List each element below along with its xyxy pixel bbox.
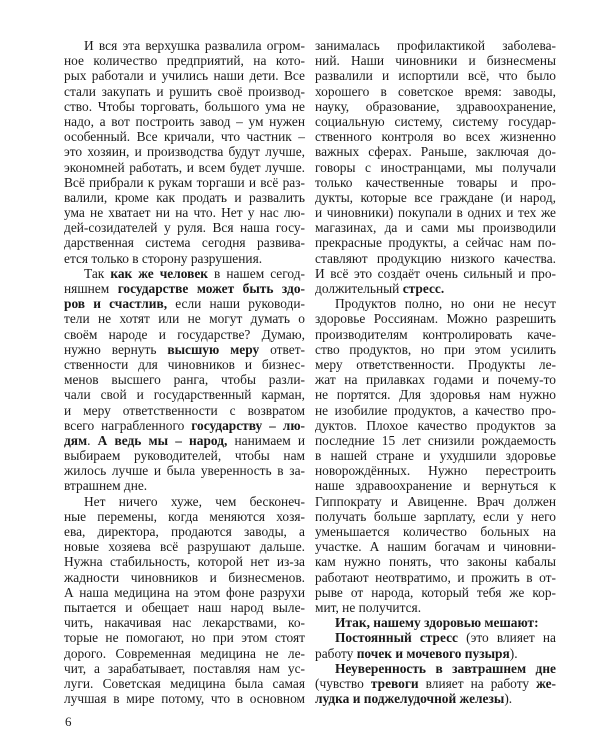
text-line bbox=[315, 387, 556, 402]
text-segment: хорошего в советское время: заводы, bbox=[315, 83, 556, 99]
bold-text: как же человек bbox=[110, 265, 208, 281]
text-line bbox=[64, 266, 305, 281]
text-segment: ное количество предприятий, на кото- bbox=[64, 53, 305, 69]
text-line bbox=[315, 600, 556, 615]
text-line bbox=[315, 691, 556, 706]
text-line bbox=[315, 478, 556, 493]
text-segment: участке. А нашим богачам и чиновни- bbox=[315, 539, 556, 555]
text-segment: не портятся. Для здоровья нам нужно bbox=[315, 387, 556, 403]
text-column-left bbox=[64, 38, 305, 706]
text-line bbox=[64, 509, 305, 524]
text-column-right bbox=[315, 38, 556, 706]
text-line bbox=[315, 266, 556, 281]
text-segment: А наша медицина на этом фоне разрухи bbox=[64, 584, 305, 600]
text-line bbox=[315, 539, 556, 554]
text-segment: ний. Наши чиновники и бизнесмены bbox=[315, 53, 556, 69]
text-line bbox=[64, 494, 305, 509]
text-segment: меру ответственности. Продукты ле- bbox=[315, 356, 556, 372]
text-segment: нанимаем и bbox=[227, 432, 305, 448]
text-line bbox=[315, 463, 556, 478]
text-line bbox=[64, 235, 305, 250]
text-segment: последние 15 лет снизили рождаемость bbox=[315, 432, 556, 448]
text-segment: дей-созидателей у руля. Вся наша госу- bbox=[64, 220, 305, 236]
text-segment: ство. Чтобы торговать, большого ума не bbox=[64, 98, 305, 114]
text-line bbox=[315, 630, 556, 645]
bold-text: Итак, нашему здоровью мешают: bbox=[335, 615, 539, 631]
text-line bbox=[64, 129, 305, 144]
text-line bbox=[64, 691, 305, 706]
text-segment: И всё это создаёт очень сильный и про- bbox=[315, 265, 556, 281]
text-segment: здоровье Россиянам. Можно разрешить bbox=[315, 311, 556, 327]
text-segment: и меру ответственности с возвратом bbox=[64, 402, 305, 418]
text-line bbox=[64, 585, 305, 600]
text-line bbox=[64, 296, 305, 311]
text-segment: ева, директора, продаются заводы, а bbox=[64, 524, 305, 539]
text-line bbox=[64, 342, 305, 357]
text-segment: (это влияет на bbox=[458, 630, 556, 646]
text-line bbox=[315, 190, 556, 205]
bold-text: стресс. bbox=[402, 281, 445, 296]
text-segment: кам нужно понять, что законы кабалы bbox=[315, 554, 556, 570]
page-number: 6 bbox=[65, 714, 72, 729]
text-segment: валили, кроме как продать и развалить bbox=[64, 189, 305, 205]
text-segment: новые хозяева всё разрушают дальше. bbox=[64, 539, 305, 555]
text-segment: наше здравоохранение и вернуться к bbox=[315, 478, 556, 494]
text-line bbox=[64, 418, 305, 433]
text-segment: если наши руководи- bbox=[167, 296, 305, 312]
text-line bbox=[315, 646, 556, 661]
text-line bbox=[315, 144, 556, 159]
text-line bbox=[64, 281, 305, 296]
text-segment: ство продуктов, но при этом усилить bbox=[315, 341, 556, 357]
text-segment: ответ- bbox=[259, 341, 306, 357]
text-segment: пытается и обещает наш народ выле- bbox=[64, 599, 305, 615]
text-segment: рых работали и учились наши дети. Все bbox=[64, 68, 305, 84]
text-segment: производителям контролировать каче- bbox=[315, 326, 556, 342]
text-segment: стали закупать и рушить своё производ- bbox=[64, 83, 305, 99]
text-segment: развалили и испортили всё, что было bbox=[315, 68, 556, 84]
text-segment: магазинах, да и сами мы производили bbox=[315, 220, 556, 236]
text-segment: (чувство bbox=[315, 675, 371, 691]
text-segment: мит, не получится. bbox=[315, 599, 422, 615]
text-line bbox=[64, 144, 305, 159]
text-segment: в нашей стране и ухудшили здоровье bbox=[315, 448, 556, 464]
bold-text: Неуверенность в завтрашнем дне bbox=[335, 660, 556, 676]
text-segment: социальную систему, систему государ- bbox=[315, 113, 556, 129]
bold-text: государстве может быть здо- bbox=[117, 281, 305, 296]
text-line bbox=[64, 630, 305, 645]
text-line bbox=[315, 448, 556, 463]
text-segment: своём народе и государстве? Думаю, bbox=[64, 326, 305, 342]
text-segment: дуктов. Плохое качество продуктов за bbox=[315, 417, 556, 433]
text-line bbox=[64, 448, 305, 463]
bold-text: ров и счастлив, bbox=[64, 296, 168, 312]
text-segment: особенный. Все кричали, что частник – bbox=[64, 129, 305, 145]
text-line bbox=[315, 68, 556, 83]
text-line bbox=[315, 175, 556, 190]
text-segment: . bbox=[87, 432, 98, 448]
text-line bbox=[315, 38, 556, 53]
text-segment: жадности чиновников и бизнесменов. bbox=[64, 569, 305, 585]
text-line bbox=[64, 372, 305, 387]
text-line bbox=[64, 539, 305, 554]
text-line bbox=[64, 387, 305, 402]
text-segment: всего награбленного bbox=[64, 417, 192, 433]
text-segment: ные перемены, когда меняются хозя- bbox=[64, 508, 305, 524]
text-line bbox=[64, 38, 305, 53]
text-segment: дарственная система сегодня развива- bbox=[64, 235, 305, 251]
text-segment: торые не помогают, но при этом стоят bbox=[64, 630, 305, 646]
text-line bbox=[315, 342, 556, 357]
bold-text: почек и мочевого пузыря bbox=[356, 645, 510, 661]
text-segment: Продуктов полно, но они не несут bbox=[335, 296, 556, 312]
text-line bbox=[315, 615, 556, 630]
text-segment: влияет на работу bbox=[418, 675, 537, 691]
text-segment: выбираем руководителей, чтобы нам bbox=[64, 448, 305, 464]
text-line bbox=[64, 114, 305, 129]
text-line bbox=[64, 220, 305, 235]
text-segment: только качественные товары и про- bbox=[315, 174, 556, 190]
text-line bbox=[64, 661, 305, 676]
text-line bbox=[315, 114, 556, 129]
text-line bbox=[64, 463, 305, 478]
text-line bbox=[315, 524, 556, 539]
text-segment: тели не хотят или не могут думать о bbox=[64, 311, 305, 327]
text-line bbox=[64, 403, 305, 418]
text-line bbox=[64, 99, 305, 114]
text-line bbox=[64, 478, 305, 493]
text-line bbox=[64, 84, 305, 99]
text-line bbox=[315, 494, 556, 509]
text-line bbox=[64, 327, 305, 342]
text-line bbox=[315, 129, 556, 144]
text-segment: ума не хватает ни на что. Нет у нас лю- bbox=[64, 205, 305, 221]
bold-text: Постоянный стресс bbox=[335, 630, 458, 646]
text-segment: И вся эта верхушка развалила огром- bbox=[84, 38, 305, 53]
text-segment: ). bbox=[509, 645, 518, 661]
text-segment: ставляют продукцию низкого качества. bbox=[315, 250, 556, 266]
text-line bbox=[315, 251, 556, 266]
text-segment: Нет ничего хуже, чем бесконеч- bbox=[84, 493, 305, 509]
text-line bbox=[64, 646, 305, 661]
text-line bbox=[315, 433, 556, 448]
bold-text: тревоги bbox=[370, 675, 419, 691]
text-segment: ется только в сторону разрушения. bbox=[64, 250, 263, 266]
text-segment: получать больше зарплату, если у него bbox=[315, 508, 556, 524]
text-segment: прекрасные продукты, а сейчас нам по- bbox=[315, 235, 556, 251]
text-line bbox=[315, 418, 556, 433]
text-segment: должительный bbox=[315, 281, 403, 296]
text-line bbox=[315, 357, 556, 372]
text-line bbox=[315, 220, 556, 235]
text-segment: Нужна стабильность, которой нет из-за bbox=[64, 554, 305, 570]
text-segment: говоры с иностранцами, мы получали bbox=[315, 159, 556, 175]
text-segment: рыве от народа, который тебя же кор- bbox=[315, 584, 556, 600]
text-line bbox=[315, 676, 556, 691]
text-line bbox=[64, 311, 305, 326]
text-line bbox=[315, 53, 556, 68]
text-line bbox=[64, 190, 305, 205]
text-line bbox=[64, 570, 305, 585]
text-line bbox=[64, 160, 305, 175]
text-segment: работу bbox=[315, 645, 357, 661]
bold-text: лудка и поджелудочной железы bbox=[315, 691, 505, 707]
text-segment: не изобилие продуктов, а качество про- bbox=[315, 402, 556, 418]
text-line bbox=[315, 99, 556, 114]
text-line bbox=[315, 585, 556, 600]
text-line bbox=[64, 554, 305, 569]
text-segment: Гиппократу и Авиценне. Врач должен bbox=[315, 493, 556, 509]
text-segment: втрашнем дне. bbox=[64, 478, 148, 494]
text-segment: жат на прилавках годами и почему-то bbox=[315, 372, 556, 388]
text-line bbox=[64, 251, 305, 266]
text-segment: ственности для чиновников и бизнес- bbox=[64, 356, 305, 372]
text-line bbox=[315, 554, 556, 569]
text-line bbox=[64, 524, 305, 539]
text-line bbox=[315, 509, 556, 524]
text-segment: Так bbox=[84, 265, 111, 281]
text-line bbox=[64, 676, 305, 691]
text-segment: в нашем сегод- bbox=[208, 265, 305, 281]
text-segment: новорождённых. Нужно перестроить bbox=[315, 463, 556, 479]
text-line bbox=[315, 296, 556, 311]
bold-text: А ведь мы – народ, bbox=[97, 432, 228, 448]
text-segment: луги. Советская медицина была самая bbox=[64, 675, 305, 691]
text-line bbox=[64, 68, 305, 83]
bold-text: же- bbox=[536, 675, 557, 691]
bold-text: высшую меру bbox=[167, 341, 260, 357]
text-segment: занималась профилактикой заболева- bbox=[315, 38, 556, 53]
text-segment: дукты, которые все граждане (и народ, bbox=[315, 189, 556, 205]
text-segment: чить, накачивая нас лекарствами, ко- bbox=[64, 615, 305, 631]
text-line bbox=[315, 570, 556, 585]
text-line bbox=[64, 205, 305, 220]
text-line bbox=[315, 661, 556, 676]
text-segment: экономней работать, и всем будет лучше. bbox=[64, 159, 305, 175]
text-line bbox=[315, 205, 556, 220]
text-segment: надо, а вот построить завод – ум нужен bbox=[64, 113, 305, 129]
text-segment: ственного контроля во всех жизненно bbox=[315, 129, 556, 145]
text-segment: Всё прибрали к рукам торгаши и всё раз- bbox=[64, 174, 305, 190]
text-line bbox=[315, 327, 556, 342]
text-segment: и чиновники) покупали в одних и тех же bbox=[315, 205, 556, 221]
text-segment: работают неотвратимо, и прожить в от- bbox=[315, 569, 556, 585]
text-segment: чит, а зарабатывает, поставляя нам ус- bbox=[64, 660, 305, 676]
text-line bbox=[315, 311, 556, 326]
bold-text: государству – лю- bbox=[191, 417, 306, 433]
text-segment: науку, образование, здравоохранение, bbox=[315, 98, 556, 114]
text-segment: чали свой и государственный карман, bbox=[64, 387, 305, 403]
text-segment: дорого. Современная медицина не ле- bbox=[64, 645, 305, 661]
text-segment: менов высшего ранга, чтобы разли- bbox=[64, 372, 305, 388]
text-line bbox=[315, 235, 556, 250]
text-segment: ). bbox=[504, 691, 513, 707]
text-line bbox=[64, 615, 305, 630]
text-line bbox=[315, 372, 556, 387]
text-line bbox=[64, 175, 305, 190]
text-line bbox=[64, 433, 305, 448]
text-segment: это хозяин, и производства будут лучше, bbox=[64, 144, 305, 160]
text-segment: важных сферах. Раньше, заключая до- bbox=[315, 144, 556, 160]
text-segment: нужно вернуть bbox=[64, 341, 168, 357]
text-segment: няшнем bbox=[64, 281, 118, 296]
bold-text: дям bbox=[64, 432, 88, 448]
text-line bbox=[64, 600, 305, 615]
text-line bbox=[64, 53, 305, 68]
text-segment: жилось лучше и была уверенность в за- bbox=[64, 463, 305, 479]
text-line bbox=[315, 84, 556, 99]
text-line bbox=[64, 357, 305, 372]
text-segment: лучшая в мире потому, что в основном bbox=[64, 691, 305, 707]
text-line bbox=[315, 281, 556, 296]
text-line bbox=[315, 403, 556, 418]
text-line bbox=[315, 160, 556, 175]
text-segment: уменьшается количество больных на bbox=[315, 524, 556, 539]
